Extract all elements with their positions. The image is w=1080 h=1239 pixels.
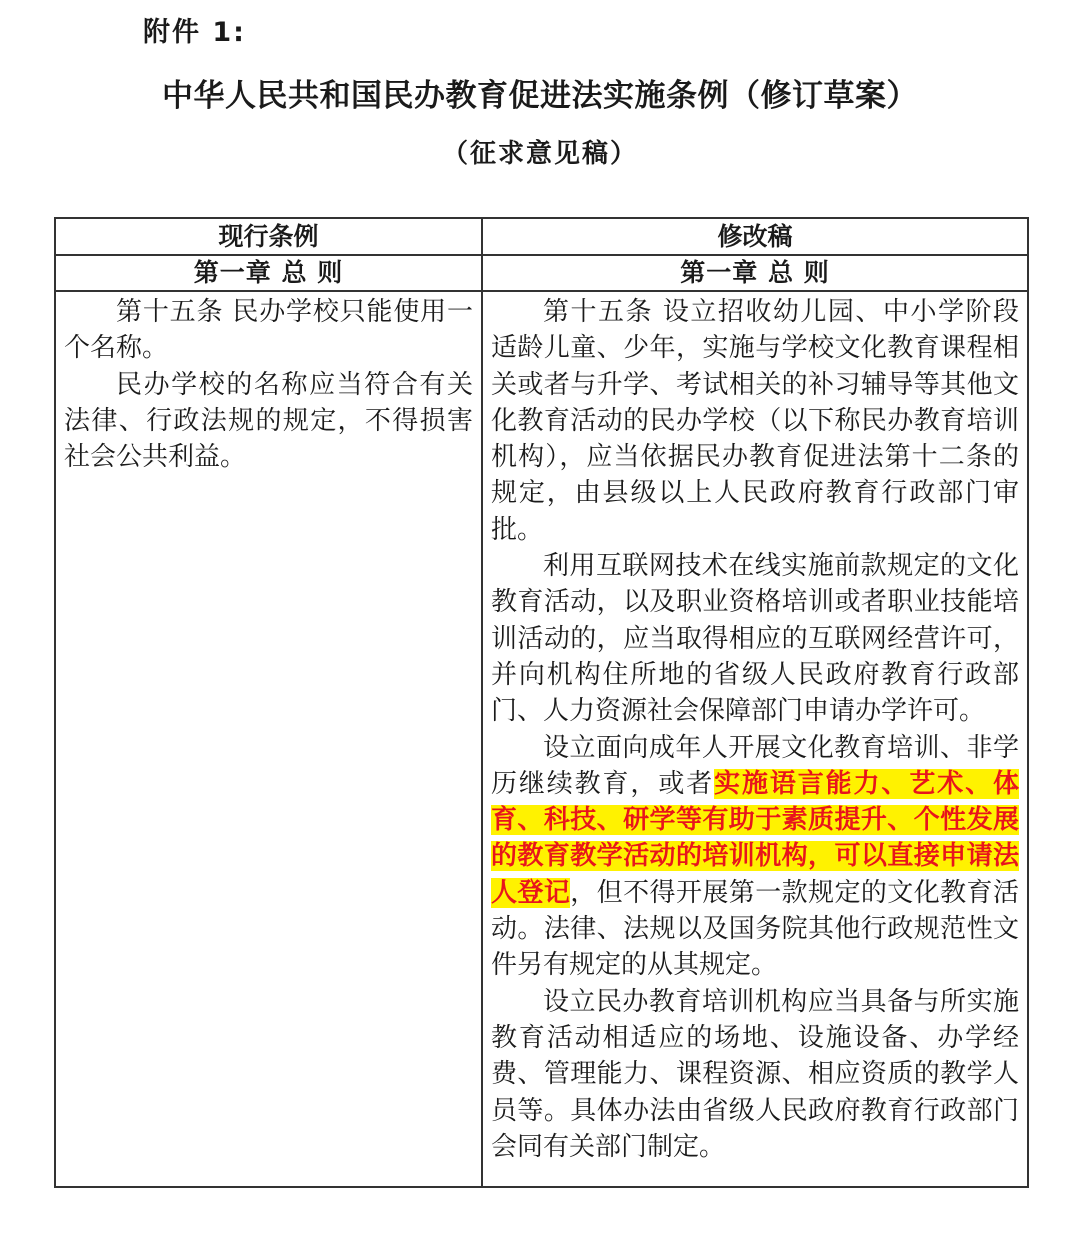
column-header-row — [55, 218, 1028, 255]
chapter-heading-current: 第一章 总 则 — [55, 255, 482, 291]
current-article-cell — [55, 291, 482, 1187]
column-header-revised: 修改稿 — [482, 218, 1028, 255]
revised-paragraph-3 — [491, 730, 1019, 984]
chapter-row — [55, 255, 1028, 291]
document-title: 中华人民共和国民办教育促进法实施条例（修订草案） — [162, 78, 918, 114]
document-subtitle: （征求意见稿） — [441, 139, 638, 169]
highlighted-amendment: 实施语言能力、艺术、体育、科技、研学等有助于素质提升、个性发展的教育教学活动的培训机构，可以直接申请法人登记 — [491, 768, 1019, 908]
revised-paragraph-2: 利用互联网技术在线实施前款规定的文化教育活动，以及职业资格培训或者职业技能培训活动的，应当取得相应的互联网经营许可，并向机构住所地的省级人民政府教育行政部门、人力资源社会保障部门申请办学许可。 — [491, 551, 1019, 727]
revised-paragraph-3-tail: ，但不得开展第一款规定的文化教育活动。法律、法规以及国务院其他行政规范性文件另有规定的从其规定。 — [491, 877, 1019, 981]
article-row — [55, 291, 1028, 1187]
current-paragraph: 第十五条 民办学校只能使用一个名称。 — [64, 297, 473, 364]
revised-paragraph-3-lead: 设立面向成年人开展文化教育培训、非学历继续教育，或者 — [491, 732, 1019, 799]
current-paragraph: 民办学校的名称应当符合有关法律、行政法规的规定，不得损害社会公共利益。 — [64, 369, 473, 473]
column-header-current: 现行条例 — [55, 218, 482, 255]
revised-paragraph-4: 设立民办教育培训机构应当具备与所实施教育活动相适应的场地、设施设备、办学经费、管理能力、课程资源、相应资质的教学人员等。具体办法由省级人民政府教育行政部门会同有关部门制定。 — [491, 986, 1019, 1162]
comparison-table — [54, 217, 1029, 1188]
attachment-label: 附件 1: — [143, 17, 246, 48]
revised-article-cell — [482, 291, 1028, 1187]
revised-paragraph-1: 第十五条 设立招收幼儿园、中小学阶段适龄儿童、少年，实施与学校文化教育课程相关或者与升学、考试相关的补习辅导等其他文化教育活动的民办学校（以下称民办教育培训机构），应当依据民办教育促进法第十二条的规定，由县级以上人民政府教育行政部门审批。 — [491, 297, 1019, 545]
chapter-heading-revised: 第一章 总 则 — [482, 255, 1028, 291]
